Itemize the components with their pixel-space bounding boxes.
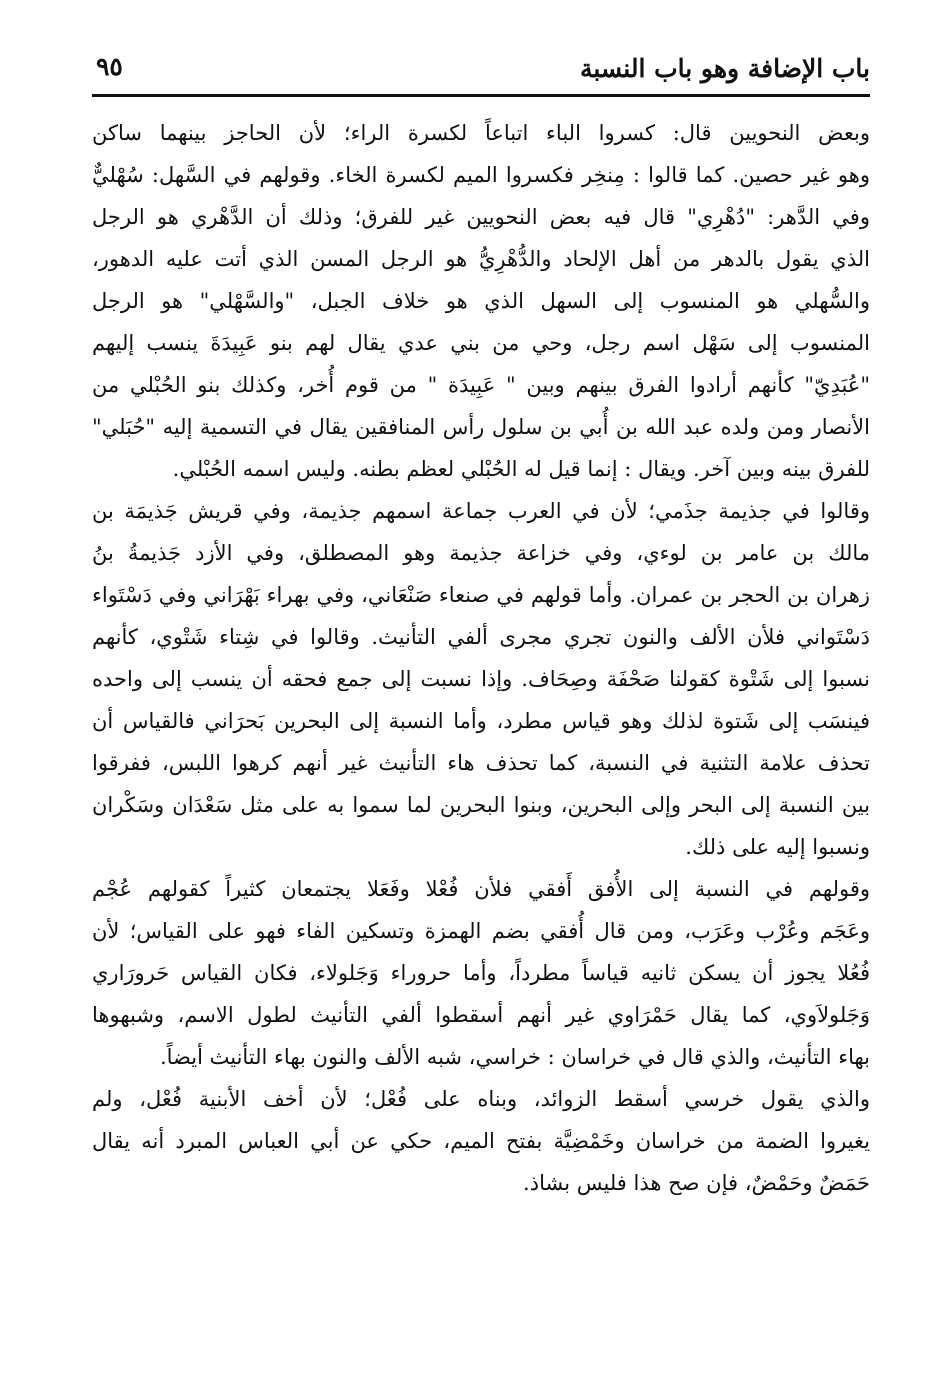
text-line: حَمَضٌ وحَمْضٌ، فإن صح هذا فليس بشاذ. bbox=[523, 1171, 870, 1195]
text-line: وقولهم في النسبة إلى الأُفق أَفقي فلأن فُعْلا وفَعَلا يجتمعان كثيراً كقولهم عُجْم bbox=[92, 877, 870, 901]
text-line: يغيروا الضمة من خراسان وخَمْضِيَّة بفتح الميم، حكي عن أبي العباس المبرد أنه يقال bbox=[92, 1129, 870, 1153]
text-line: وقالوا في جذيمة جذَمي؛ لأن في العرب جماعة اسمهم جذيمة، وفي قريش جَذيمَة بن bbox=[92, 499, 870, 523]
running-head: باب الإضافة وهو باب النسبة bbox=[580, 54, 870, 83]
page-header bbox=[92, 48, 870, 92]
text-line: والسُّهلي هو المنسوب إلى السهل الذي هو خلاف الجبل، "والسَّهْلي" هو الرجل bbox=[92, 289, 870, 313]
text-line: ونسبوا إليه على ذلك. bbox=[685, 835, 870, 859]
text-line: والذي يقول خرسي أسقط الزوائد، وبناه على فُعْل؛ لأن أخف الأبنية فُعْل، ولم bbox=[92, 1087, 870, 1111]
page-number: ٩٥ bbox=[96, 52, 123, 81]
text-line: بهاء التأنيث، والذي قال في خراسان : خراسي، شبه الألف والنون بهاء التأنيث أيضاً. bbox=[159, 1045, 870, 1069]
text-line: مالك بن عامر بن لوءي، وفي خزاعة جذيمة وهو المصطلق، وفي الأزد جَذيمةُ بنُ bbox=[92, 541, 870, 565]
text-line: نسبوا إلى شَتْوة كقولنا صَحْفَة وصِحَاف. وإذا نسبت إلى جمع فحقه أن ينسب إلى واحده bbox=[92, 667, 870, 691]
text-line: بين النسبة إلى البحر وإلى البحرين، وبنوا البحرين لما سموا به على مثل سَعْدَان وسَكْران bbox=[92, 793, 870, 817]
text-line: تحذف علامة التثنية في النسبة، كما تحذف هاء التأنيث غير أنهم كرهوا اللبس، ففرقوا bbox=[92, 751, 870, 775]
text-line: وَجَلولاَوي، كما يقال حَمْرَاوي غير أنهم أسقطوا ألفي التأنيث لطول الاسم، وشبهوها bbox=[92, 1003, 870, 1027]
text-line: الأنصار ومن ولده عبد الله بن أُبي بن سلول رأس المنافقين يقال في التسمية إليه "حُبَلي" bbox=[92, 415, 870, 439]
text-line: وبعض النحويين قال: كسروا الباء اتباعاً لكسرة الراء؛ لأن الحاجز بينهما ساكن bbox=[92, 121, 870, 145]
text-line: وفي الدَّهر: "دُهْرِي" قال فيه بعض النحويين غير للفرق؛ وذلك أن الدَّهْري هو الرجل bbox=[92, 205, 870, 229]
text-line: فينسَب إلى شَتوة لذلك وهو قياس مطرد، وأما النسبة إلى البحرين بَحرَاني فالقياس أن bbox=[92, 709, 870, 733]
text-line: وعَجَم وعُرْب وعَرَب، ومن قال أُفقي بضم الهمزة وتسكين الفاء فهو على القياس؛ لأن bbox=[92, 919, 870, 943]
text-line: زهران بن الحجر بن عمران. وأما قولهم في صنعاء صَنْعَاني، وفي بهراء بَهْرَاني وفي دَسْتَواء bbox=[92, 583, 870, 607]
body-text bbox=[92, 112, 870, 1204]
text-line: للفرق بينه وبين آخر. ويقال : إنما قيل له الحُبْلي لعظم بطنه. وليس اسمه الحُبْلي. bbox=[172, 457, 870, 481]
text-line: المنسوب إلى سَهْل اسم رجل، وحي من بني عدي يقال لهم بنو عَبِيدَةَ ينسب إليهم bbox=[92, 331, 870, 355]
text-line: دَسْتَواني فلأن الألف والنون تجري مجرى ألفي التأنيث. وقالوا في شِتاء شَتْوي، كأنهم bbox=[92, 625, 870, 649]
text-line: الذي يقول بالدهر من أهل الإلحاد والدُّهْرِيُّ هو الرجل المسن الذي أتت عليه الدهور، bbox=[92, 247, 870, 271]
text-line: وهو غير حصين. كما قالوا : مِنخِر فكسروا الميم لكسرة الخاء. وقولهم في السَّهل: سُهْليٌّ bbox=[92, 163, 870, 187]
text-line: "عُبَدِيّ" كأنهم أرادوا الفرق بينهم وبين " عَبِيدَة " من قوم أُخر، وكذلك بنو الحُبْلي من bbox=[92, 373, 870, 397]
header-rule bbox=[92, 94, 870, 97]
text-line: فُعُلا يجوز أن يسكن ثانيه قياساً مطرداً، وأما حروراء وَجَلولاء، فكان القياس حَرورَاري bbox=[92, 961, 870, 985]
